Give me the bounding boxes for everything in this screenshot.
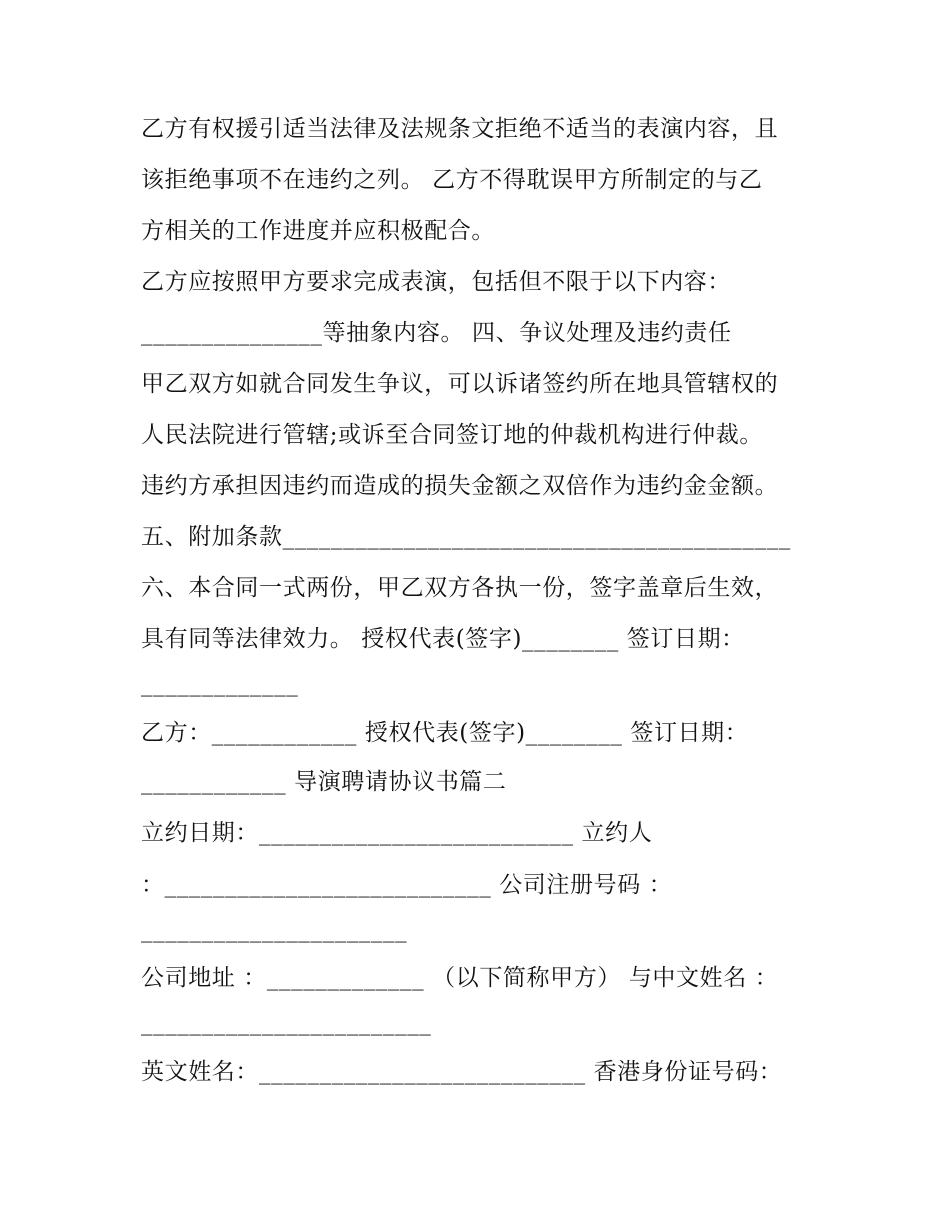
text-line-20: 英文姓名：___________________________ 香港身份证号码： [141, 1059, 783, 1085]
text-line-16: ：___________________________ 公司注册号码 ： [141, 872, 673, 898]
text-line-10: 六、本合同一式两份，甲乙双方各执一份，签字盖章后生效， [141, 575, 779, 601]
text-line-3: 方相关的工作进度并应积极配合。 [141, 218, 495, 244]
text-line-18: 公司地址 ：_____________ （以下简称甲方） 与中文姓名 ： [141, 965, 779, 991]
text-line-12: _____________ [141, 671, 299, 697]
text-line-6: 甲乙双方如就合同发生争议，可以诉诸签约所在地具管辖权的 [141, 371, 779, 397]
text-line-8: 违约方承担因违约而造成的损失金额之双倍作为违约金金额。 [141, 473, 779, 499]
text-line-15: 立约日期：__________________________ 立约人 [141, 820, 653, 846]
text-line-2: 该拒绝事项不在违约之列。 乙方不得耽误甲方所制定的与乙 [141, 167, 763, 193]
text-line-11: 具有同等法律效力。 授权代表(签字)________ 签订日期： [141, 626, 745, 652]
text-line-9: 五、附加条款__________________________________________ [141, 524, 791, 550]
text-line-14: ____________ 导演聘请协议书篇二 [141, 769, 507, 795]
text-line-17: ______________________ [141, 917, 408, 943]
text-line-13: 乙方：____________ 授权代表(签字)________ 签订日期： [141, 720, 749, 746]
text-line-19: ________________________ [141, 1010, 432, 1036]
text-line-4: 乙方应按照甲方要求完成表演，包括但不限于以下内容： [141, 269, 731, 295]
text-line-1: 乙方有权援引适当法律及法规条文拒绝不适当的表演内容，且 [141, 116, 779, 142]
text-line-5: _______________等抽象内容。 四、争议处理及违约责任 [141, 320, 732, 346]
text-line-7: 人民法院进行管辖;或诉至合同签订地的仲裁机构进行仲裁。 [141, 422, 763, 448]
